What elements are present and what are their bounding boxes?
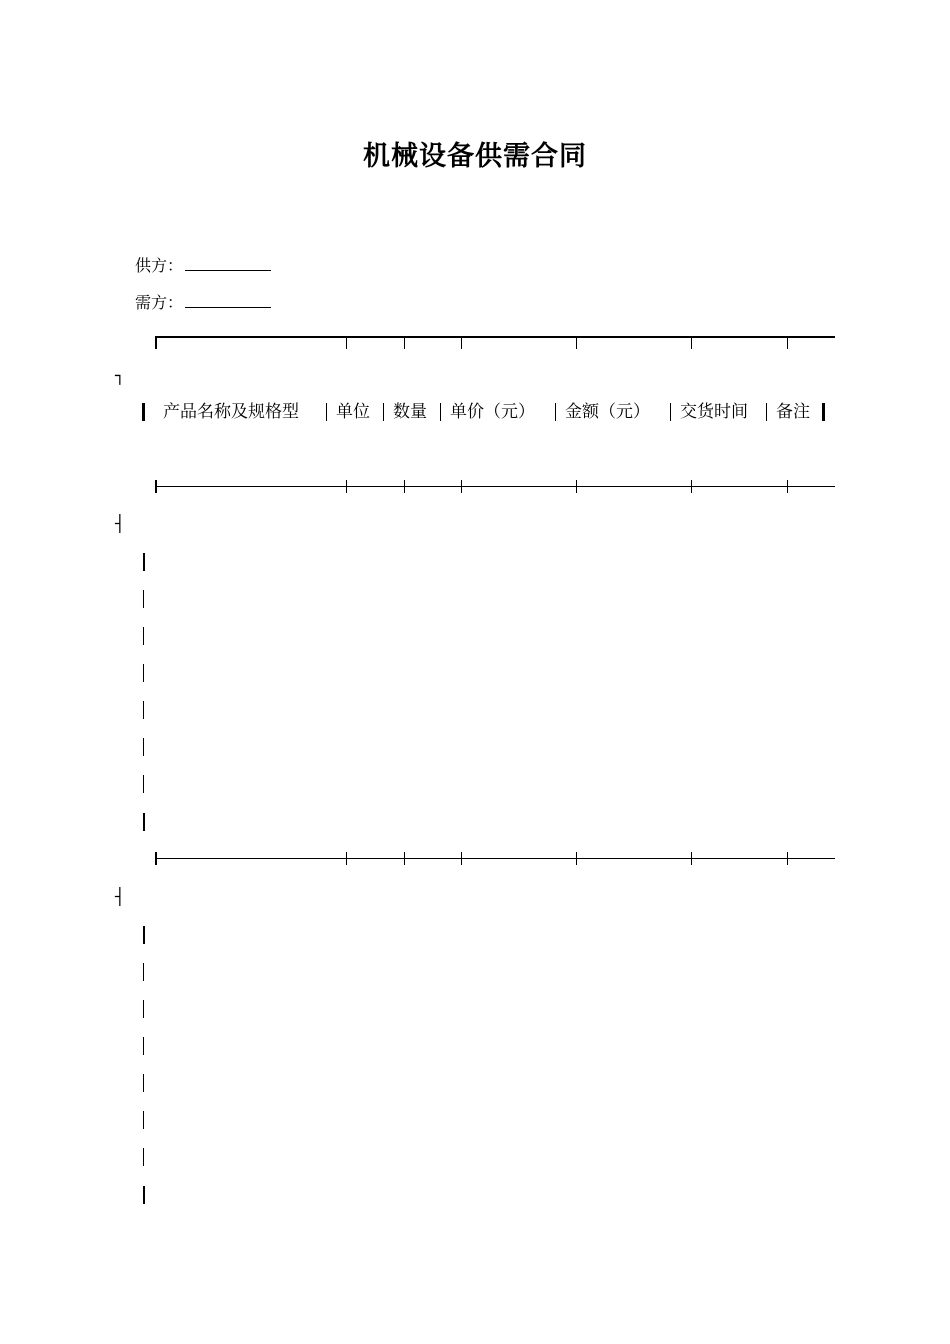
header-separator — [670, 403, 671, 421]
header-cell: 单价（元） — [450, 402, 535, 422]
header-separator — [822, 403, 825, 421]
document-title: 机械设备供需合同 — [363, 141, 587, 172]
row-left-border — [143, 1148, 144, 1166]
row-divider-tick — [404, 852, 405, 865]
row-divider-tick — [155, 480, 157, 493]
supplier-label: 供方： — [135, 256, 184, 275]
row-divider-tick — [576, 852, 577, 865]
row-divider-tick — [691, 480, 692, 493]
supplier-blank[interactable] — [185, 256, 271, 271]
row-divider-tick — [155, 852, 157, 865]
row-left-border — [143, 963, 144, 981]
row-divider-tick — [576, 480, 577, 493]
row-left-border — [143, 813, 145, 831]
table-top-tick — [404, 336, 405, 349]
header-separator — [766, 403, 767, 421]
table-top-tick — [155, 336, 157, 349]
row-divider-tick — [787, 480, 788, 493]
row-left-border — [143, 926, 145, 944]
row-divider-mark: ┤ — [115, 887, 125, 906]
table-corner-mark: ┐ — [115, 366, 125, 385]
row-left-border — [143, 553, 145, 571]
buyer-blank[interactable] — [185, 293, 271, 308]
row-divider-line — [156, 858, 835, 859]
row-left-border — [143, 738, 144, 756]
row-divider-line — [156, 486, 835, 487]
buyer-line — [135, 290, 271, 313]
row-left-border — [143, 1000, 144, 1018]
row-left-border — [143, 664, 144, 682]
table-top-tick — [576, 336, 577, 349]
header-separator — [142, 403, 145, 421]
table-top-tick — [346, 336, 347, 349]
row-divider-tick — [691, 852, 692, 865]
table-top-line — [156, 336, 835, 338]
row-left-border — [143, 1111, 144, 1129]
header-separator — [555, 403, 556, 421]
row-left-border — [143, 775, 144, 793]
row-left-border — [143, 590, 144, 608]
row-left-border — [143, 1037, 144, 1055]
header-cell: 交货时间 — [680, 402, 748, 422]
header-separator — [383, 403, 384, 421]
row-left-border — [143, 1186, 145, 1204]
header-cell: 备注 — [776, 402, 810, 422]
row-divider-tick — [346, 852, 347, 865]
row-divider-tick — [461, 852, 462, 865]
header-cell: 金额（元） — [565, 402, 650, 422]
row-divider-tick — [404, 480, 405, 493]
row-divider-tick — [461, 480, 462, 493]
header-separator — [326, 403, 327, 421]
row-left-border — [143, 627, 144, 645]
buyer-label: 需方： — [135, 293, 184, 312]
table-top-tick — [691, 336, 692, 349]
table-top-tick — [461, 336, 462, 349]
row-divider-mark: ┤ — [115, 514, 125, 533]
header-cell: 单位 — [336, 402, 370, 422]
row-divider-tick — [346, 480, 347, 493]
header-cell: 产品名称及规格型 — [163, 402, 299, 422]
table-top-tick — [787, 336, 788, 349]
header-cell: 数量 — [393, 402, 427, 422]
supplier-line — [135, 253, 271, 276]
row-divider-tick — [787, 852, 788, 865]
header-separator — [440, 403, 441, 421]
row-left-border — [143, 1074, 144, 1092]
row-left-border — [143, 701, 144, 719]
